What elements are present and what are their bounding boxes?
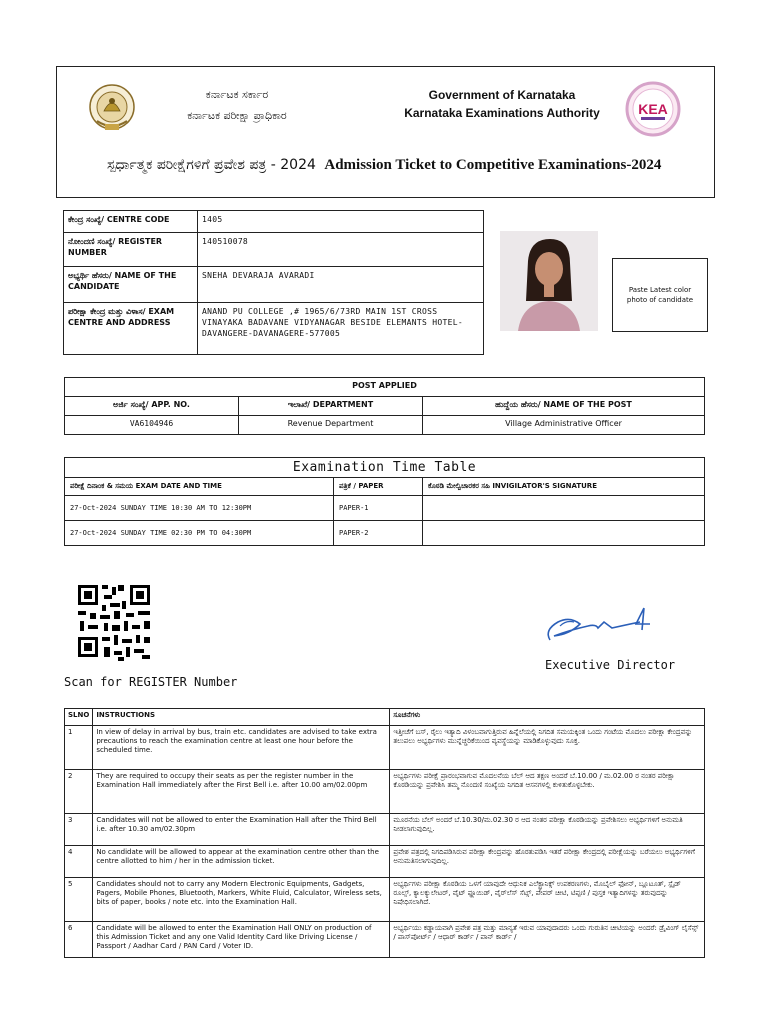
instructions-table (64, 708, 705, 958)
en-govt-text: Government of Karnataka (428, 88, 576, 102)
exam-date-header: ಪರೀಕ್ಷೆ ದಿನಾಂಕ & ಸಮಯ EXAM DATE AND TIME (65, 478, 334, 496)
table-row (65, 478, 705, 496)
exam-table-title: Examination Time Table (65, 458, 705, 478)
instruction-kn: ಪ್ರವೇಶ ಪತ್ರದಲ್ಲಿ ನಿಗದಿಪಡಿಸಿರುವ ಪರೀಕ್ಷಾ ಕೇಂದ್ರವನ್ನು ಹೊರತುಪಡಿಸಿ ಇತರೆ ಪರೀಕ್ಷಾ ಕೇಂದ್ರದಲ್ಲಿ ಪರೀಕ್ಷೆಯನ್ನು ಬರೆಯಲು ಅಭ್ಯರ್ಥಿಗಳಿಗೆ ಅನುಮತಿಸಲಾಗುವುದಿಲ್ಲ. (390, 846, 705, 878)
exam-centre-value: ANAND PU COLLEGE ,# 1965/6/73RD MAIN 1ST CROSS VINAYAKA BADAVANE VIDYANAGAR BESIDE ELEMANTS HOTEL-DAVANGERE-DAVANAGERE-577005 (198, 303, 484, 355)
table-row (65, 416, 705, 435)
kn-authority-text: ಕರ್ನಾಟಕ ಪರೀಕ್ಷಾ ಪ್ರಾಧಿಕಾರ (187, 109, 287, 122)
exam-paper-1: PAPER-1 (334, 496, 423, 521)
department-header: ಇಲಾಖೆ/ DEPARTMENT (239, 397, 423, 416)
instruction-no: 6 (65, 922, 93, 958)
exam-sign-1 (423, 496, 705, 521)
candidate-photo (500, 231, 598, 331)
table-row (65, 458, 705, 478)
table-row (64, 267, 484, 303)
table-row (65, 770, 705, 814)
post-name-value: Village Administrative Officer (423, 416, 705, 435)
table-row (65, 496, 705, 521)
table-row (65, 814, 705, 846)
instruction-en: Candidates should not to carry any Modern Electronic Equipments, Gadgets, Pagers, Mobile Phones, Bluetooth, Markers, White Fluid, Calculator, Wireless sets, bits of paper, books / note etc. into the Examination Hall. (93, 878, 390, 922)
register-number-label: ನೋಂದಣಿ ಸಂಖ್ಯೆ/ REGISTER NUMBER (64, 233, 198, 267)
instructions-header: INSTRUCTIONS (93, 709, 390, 726)
instructions-kn-header: ಸೂಚನೆಗಳು (390, 709, 705, 726)
table-row (65, 846, 705, 878)
app-no-header: ಅರ್ಜಿ ಸಂಖ್ಯೆ/ APP. NO. (65, 397, 239, 416)
exam-sign-2 (423, 521, 705, 546)
paste-photo-box (612, 258, 708, 332)
centre-code-value: 1405 (198, 211, 484, 233)
instruction-kn: ಅಭ್ಯರ್ಥಿಗಳು ಪರೀಕ್ಷಾ ಕೊಠಡಿಯ ಒಳಗೆ ಯಾವುದೇ ಆಧುನಿಕ ಎಲೆಕ್ಟ್ರಾನಿಕ್ಸ್ ಉಪಕರಣಗಳು, ಮೊಬೈಲ್ ಫೋನ್, ಬ್ಲೂಟೂತ್, ಸ್ಲೈಡ್ ರೂಲ್ಸ್, ಕ್ಯಾಲಕ್ಯುಲೇಟರ್, ವೈಟ್ ಫ್ಲೂಯಿಡ್, ವೈರ್‌ಲೆಸ್ ಸೆಟ್ಸ್, ಪೇಪರ್ ಚೀಟಿ, ಟಿಪ್ಪಣಿ / ಪುಸ್ತಕ ಇತ್ಯಾದಿಗಳನ್ನು ತರುವುದನ್ನು ನಿಷೇಧಿಸಲಾಗಿದೆ. (390, 878, 705, 922)
table-row (65, 726, 705, 770)
post-name-header: ಹುದ್ದೆಯ ಹೆಸರು/ NAME OF THE POST (423, 397, 705, 416)
centre-code-label: ಕೇಂದ್ರ ಸಂಖ್ಯೆ/ CENTRE CODE (64, 211, 198, 233)
slno-header: SLNO (65, 709, 93, 726)
signature-header: ಕೊಠಡಿ ಮೇಲ್ವಿಚಾರಕರ ಸಹಿ INVIGILATOR'S SIGNATURE (423, 478, 705, 496)
kn-govt-text: ಕರ್ನಾಟಕ ಸರ್ಕಾರ (205, 88, 269, 101)
instruction-no: 5 (65, 878, 93, 922)
department-value: Revenue Department (239, 416, 423, 435)
en-authority-text: Karnataka Examinations Authority (404, 106, 600, 120)
table-row (64, 211, 484, 233)
instruction-en: They are required to occupy their seats as per the register number in the Examination Hall immediately after the First Bell i.e. after 10.00 am/02.00pm (93, 770, 390, 814)
executive-director-signature (540, 600, 670, 652)
instruction-no: 4 (65, 846, 93, 878)
candidate-name-label: ಅಭ್ಯರ್ಥಿ ಹೆಸರು/ NAME OF THE CANDIDATE (64, 267, 198, 303)
signature-caption: Executive Director (545, 658, 676, 672)
paper-header: ಪತ್ರಿಕೆ / PAPER (334, 478, 423, 496)
candidate-details-table (63, 210, 484, 355)
instruction-no: 3 (65, 814, 93, 846)
title-kannada: ಸ್ಪರ್ಧಾತ್ಮಕ ಪರೀಕ್ಷೆಗಳಿಗೆ ಪ್ರವೇಶ ಪತ್ರ - 2024 (107, 157, 316, 173)
candidate-name-value: SNEHA DEVARAJA AVARADI (198, 267, 484, 303)
exam-centre-label: ಪರೀಕ್ಷಾ ಕೇಂದ್ರ ಮತ್ತು ವಿಳಾಸ/ EXAM CENTRE AND ADDRESS (64, 303, 198, 355)
qr-code (64, 575, 158, 669)
instruction-kn: ಇತ್ತೀಚೆಗೆ ಬಸ್, ರೈಲು ಇತ್ಯಾದಿ ವಿಳಂಬವಾಗುತ್ತಿರುವ ಹಿನ್ನೆಲೆಯಲ್ಲಿ ನಿಗದಿತ ಸಮಯಕ್ಕಿಂತ ಒಂದು ಗಂಟೆಯ ಮೊದಲು ಪರೀಕ್ಷಾ ಕೇಂದ್ರವನ್ನು ತಲುಪಲು ಅಭ್ಯರ್ಥಿಗಳು ಮುನ್ನೆಚ್ಚರಿಕೆಯಿಂದ ವ್ಯವಸ್ಥೆಯನ್ನು ಮಾಡಿಕೊಳ್ಳುವುದು ಸೂಕ್ತ. (390, 726, 705, 770)
post-applied-table (64, 377, 705, 435)
table-row (64, 303, 484, 355)
table-row (65, 709, 705, 726)
instruction-en: Candidates will not be allowed to enter the Examination Hall after the Third Bell i.e. after 10.30 am/02.30pm (93, 814, 390, 846)
instruction-kn: ಅಭ್ಯರ್ಥಿಗಳು ಪರೀಕ್ಷೆ ಪ್ರಾರಂಭವಾಗುವ ಮೊದಲನೆಯ ಬೆಲ್ ಆದ ತಕ್ಷಣ ಅಂದರೆ ಬೆ.10.00 / ಮ.02.00 ರ ನಂತರ ಪರೀಕ್ಷಾ ಕೊಠಡಿಯನ್ನು ಪ್ರವೇಶಿಸಿ ತಮ್ಮ ನೊಂದಣಿ ಸಂಖ್ಯೆಯ ನಿಗದಿತ ಆಸನಗಳಲ್ಲಿ ಕುಳಿತುಕೊಳ್ಳಬೇಕು. (390, 770, 705, 814)
instruction-en: In view of delay in arrival by bus, train etc. candidates are advised to take extra precautions to reach the examination centre at least one hour before the scheduled time. (93, 726, 390, 770)
table-row (65, 922, 705, 958)
instruction-kn: ಮೂರನೆಯ ಬೆಲ್ ಅಂದರೆ ಬೆ.10.30/ಮ.02.30 ರ ಆದ ನಂತರ ಪರೀಕ್ಷಾ ಕೊಠಡಿಯನ್ನು ಪ್ರವೇಶಿಸಲು ಅಭ್ಯರ್ಥಿಗಳಿಗೆ ಅನುಮತಿ ನೀಡಲಾಗುವುದಿಲ್ಲ. (390, 814, 705, 846)
register-number-value: 140510078 (198, 233, 484, 267)
instruction-no: 1 (65, 726, 93, 770)
instruction-en: No candidate will be allowed to appear at the examination centre other than the centre allotted to him / her in the admission ticket. (93, 846, 390, 878)
exam-datetime-1: 27-Oct-2024 SUNDAY TIME 10:30 AM TO 12:30PM (65, 496, 334, 521)
instruction-no: 2 (65, 770, 93, 814)
header-box (56, 66, 715, 198)
instruction-en: Candidate will be allowed to enter the Examination Hall ONLY on production of this Admission Ticket and any one Valid Identity Card like Driving License / Passport / Aadhar Card / PAN Card / Voter ID. (93, 922, 390, 958)
table-row (65, 521, 705, 546)
exam-datetime-2: 27-Oct-2024 SUNDAY TIME 02:30 PM TO 04:30PM (65, 521, 334, 546)
paste-photo-text: Paste Latest color photo of candidate (626, 286, 694, 304)
table-row (64, 233, 484, 267)
page-title (107, 157, 707, 174)
table-row (65, 878, 705, 922)
qr-caption: Scan for REGISTER Number (64, 675, 238, 689)
exam-time-table (64, 457, 705, 546)
post-applied-title: POST APPLIED (65, 378, 705, 397)
app-no-value: VA6104946 (65, 416, 239, 435)
table-row (65, 397, 705, 416)
exam-paper-2: PAPER-2 (334, 521, 423, 546)
instruction-kn: ಅಭ್ಯರ್ಥಿಯು ಕಡ್ಡಾಯವಾಗಿ ಪ್ರವೇಶ ಪತ್ರ ಮತ್ತು ಮಾನ್ಯತೆ ಇರುವ ಯಾವುದಾದರು ಒಂದು ಗುರುತಿನ ಚೀಟಿಯನ್ನು ಅಂದರೆ: ಡ್ರೈವಿಂಗ್ ಲೈಸೆನ್ಸ್ / ಪಾಸ್‌ಪೋರ್ಟ್ / ಆಧಾರ್ ಕಾರ್ಡ್ / ಪಾನ್ ಕಾರ್ಡ್ / (390, 922, 705, 958)
title-english: Admission Ticket to Competitive Examinations-2024 (324, 157, 662, 173)
table-row (65, 378, 705, 397)
kea-logo-text: KEA (638, 101, 668, 117)
karnataka-emblem-icon (87, 81, 137, 135)
kea-logo (625, 81, 681, 137)
